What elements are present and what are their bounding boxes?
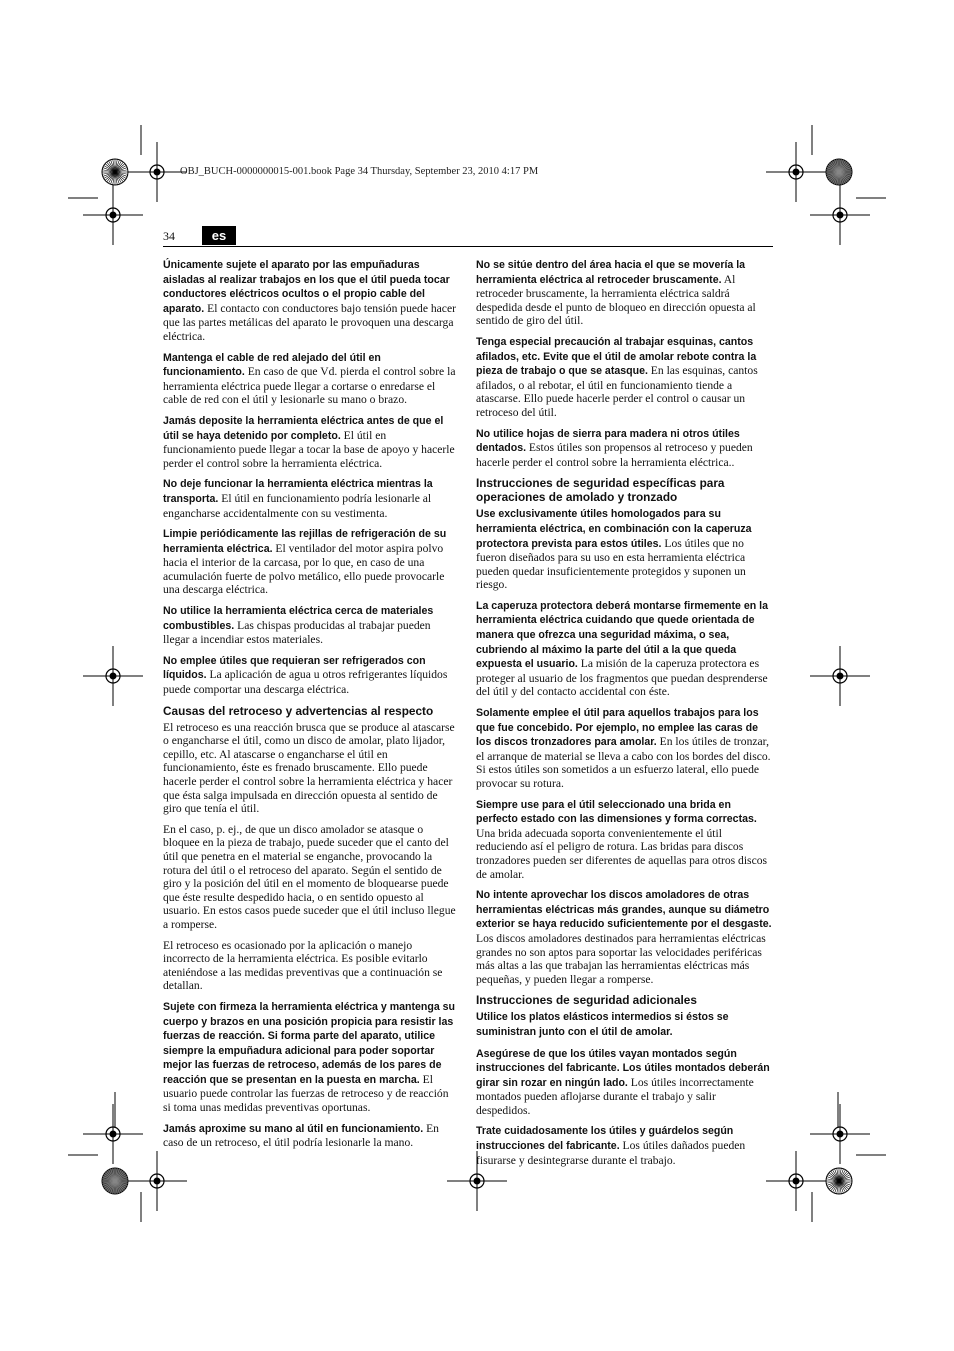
registration-disc-icon bbox=[824, 157, 854, 187]
paragraph-body: La aplicación de agua u otros refrigerantes líquidos puede comportar una descarga eléctrica. bbox=[163, 668, 448, 697]
registration-disc-icon bbox=[100, 1166, 130, 1196]
paragraph bbox=[163, 654, 459, 697]
crosshair-icon bbox=[83, 646, 143, 706]
paragraph-lead: Solamente emplee el útil para aquellos trabajos para los que fue concebido. Por ejemplo, no emplee las caras de los discos tronzadores para amolar. bbox=[476, 707, 759, 749]
paragraph-body: Los útiles incorrectamente montados pueden aflojarse durante el trabajo y salir despedidos. bbox=[476, 1075, 754, 1117]
crosshair-icon bbox=[810, 185, 870, 245]
right-column bbox=[476, 258, 772, 1174]
paragraph-lead: La caperuza protectora deberá montarse firmemente en la herramienta eléctrica cuidando que quede orientada de manera que ofrezca una seguridad máxima, o sea, cubriendo al máximo la parte del útil a la que queda expuesta el usuario. bbox=[476, 599, 769, 671]
paragraph-body: La misión de la caperuza protectora es proteger al usuario de los fragmentos que puedan desprenderse del útil y del contacto accidental con éste. bbox=[476, 657, 768, 699]
paragraph bbox=[476, 599, 772, 699]
additional-paragraphs bbox=[476, 1010, 772, 1167]
paragraph-lead: No emplee útiles que requieran ser refrigerados con líquidos. bbox=[163, 654, 426, 682]
paragraph-lead: Sujete con firmeza la herramienta eléctrica y mantenga su cuerpo y brazos en una posición propicia para resistir las fuerzas de reacción. Si forma parte del aparato, utilice siempre la empuñadura adicional para poder soportar mejor las fuerzas de retroceso, además de los pares de reacción que se presentan en la puesta en marcha. bbox=[163, 1000, 456, 1086]
paragraph bbox=[163, 1122, 459, 1150]
paragraph-body: En caso de que Vd. pierda el control sobre la herramienta eléctrica puede llegar a cortarse o enredarse el cable de red con el útil y lesionarle su mano o brazo. bbox=[163, 365, 456, 407]
paragraph bbox=[163, 823, 459, 932]
paragraph bbox=[163, 604, 459, 647]
paragraph-lead: Tenga especial precaución al trabajar esquinas, cantos afilados, etc. Evite que el útil de amolar rebote contra la pieza de trabajo o que se atasque. bbox=[476, 335, 757, 378]
paragraph bbox=[163, 414, 459, 470]
section-heading-kickback: Causas del retroceso y advertencias al respecto bbox=[163, 703, 434, 718]
paragraph bbox=[476, 335, 772, 420]
paragraph bbox=[163, 527, 459, 597]
paragraph-body: Estos útiles son propensos al retroceso y pueden hacerle perder el control sobre la herramienta eléctrica.. bbox=[476, 441, 753, 469]
paragraph bbox=[163, 1000, 459, 1115]
paragraph bbox=[476, 706, 772, 791]
paragraph-body: Los discos amoladores destinados para herramientas eléctricas grandes no son aptos para soportar las velocidades periféricas más altas a las que trabajan las herramientas eléctricas más pequeñas, y pueden llegar a romperse. bbox=[476, 931, 766, 986]
paragraph-body: Al retroceder bruscamente, la herramienta eléctrica saldrá despedida desde el punto de bloqueo en dirección opuesta al sentido de giro del útil. bbox=[476, 272, 756, 328]
paragraph bbox=[476, 427, 772, 470]
paragraph-body: El retroceso es ocasionado por la aplicación o manejo incorrecto de la herramienta eléctrica. Es posible evitarlo ateniéndose a las medidas preventivas que a continuación se detallan. bbox=[163, 938, 443, 993]
paragraph bbox=[476, 1047, 772, 1118]
paragraph-lead: Jamás aproxime su mano al útil en funcionamiento. bbox=[163, 1122, 424, 1135]
paragraph-lead: No deje funcionar la herramienta eléctrica mientras la transporta. bbox=[163, 478, 433, 505]
crosshair-icon bbox=[766, 1151, 826, 1211]
paragraph-body: En caso de un retroceso, el útil podría lesionarle la mano. bbox=[163, 1121, 439, 1150]
section-heading-additional: Instrucciones de seguridad adicionales bbox=[476, 993, 697, 1008]
paragraph bbox=[476, 1010, 772, 1039]
crosshair-icon bbox=[810, 646, 870, 706]
paragraph-lead: Limpie periódicamente las rejillas de refrigeración de su herramienta eléctrica. bbox=[163, 528, 447, 555]
paragraph-lead: Trate cuidadosamente los útiles y guárdelos según instrucciones del fabricante. bbox=[476, 1125, 734, 1153]
paragraph-body: El contacto con conductores bajo tensión puede hacer que las partes metálicas del aparato le provoquen una descarga eléctrica. bbox=[163, 301, 456, 343]
right-paragraphs bbox=[476, 258, 772, 469]
paragraph-lead: Únicamente sujete el aparato por las empuñaduras aisladas al realizar trabajos en los que el útil pueda tocar conductores eléctricos ocultos o el propio cable del aparato. bbox=[163, 259, 450, 315]
paragraph-body: En el caso, p. ej., de que un disco amolador se atasque o bloquee en la pieza de trabajo, puede suceder que el canto del útil que penetra en el material se enganche, provocando la rotura del útil o el retroceso del aparato. Según el sentido de giro y la posición del útil en el momento de bloquearse puede que éste resulte despedido hacia, o en sentido opuesto al usuario. En estos casos puede suceder que el útil incluso llegue a romperse. bbox=[163, 822, 456, 931]
paragraph-body: El ventilador del motor aspira polvo hacia el interior de la carcasa, por lo que, en caso de una acumulación fuerte de polvo metálico, ello puede provocarle una descarga eléctrica. bbox=[163, 541, 445, 597]
registration-wheel-icon bbox=[824, 1166, 854, 1196]
grinding-paragraphs bbox=[476, 507, 772, 986]
paragraph-body: El retroceso es una reacción brusca que se produce al atascarse o engancharse el útil, como un disco de amolar, plato lijador, cepillo, etc. Al atascarse o engancharse el útil en funcionamiento, éste es frenado bruscamente. Ello puede hacerle perder el control sobre la herramienta eléctrica y hacer que ésta salga impulsada en dirección opuesta al sentido de giro que tenía el útil. bbox=[163, 720, 455, 816]
registration-wheel-icon bbox=[100, 157, 130, 187]
paragraph-lead: Use exclusivamente útiles homologados para su herramienta eléctrica, en combinación con la caperuza protectora prevista para estos útiles. bbox=[476, 508, 752, 550]
header-divider bbox=[163, 246, 773, 247]
paragraph-lead: No se sitúe dentro del área hacia el que se movería la herramienta eléctrica al retroceder bruscamente. bbox=[476, 259, 746, 286]
paragraph-body: En los útiles de tronzar, el arranque de material se lleva a cabo con los bordes del disco. Si estos útiles son sometidos a un esfuerzo lateral, ello puede provocar su rotura. bbox=[476, 735, 771, 790]
kickback-paragraphs bbox=[163, 721, 459, 1150]
left-paragraphs bbox=[163, 258, 459, 697]
paragraph-body: El usuario puede controlar las fuerzas de retroceso y de reacción si toma unas medidas preventivas oportunas. bbox=[163, 1072, 449, 1115]
paragraph-lead: Utilice los platos elásticos intermedios si éstos se suministran junto con el útil de amolar. bbox=[476, 1011, 729, 1038]
paragraph-body: Las chispas producidas al trabajar pueden llegar a incendiar estos materiales. bbox=[163, 618, 431, 647]
section-heading-grinding: Instrucciones de seguridad específicas para operaciones de amolado y tronzado bbox=[476, 476, 725, 505]
paragraph-lead: No utilice la herramienta eléctrica cerca de materiales combustibles. bbox=[163, 605, 434, 632]
paragraph bbox=[163, 258, 459, 344]
paragraph-body: Una brida adecuada soporta convenientemente el útil reduciendo así el peligro de rotura. Las bridas para discos tronzadores pueden ser diferentes de aquellas para otros discos de amolar. bbox=[476, 826, 768, 881]
paragraph bbox=[163, 721, 459, 816]
paragraph bbox=[476, 1124, 772, 1167]
paragraph bbox=[476, 258, 772, 328]
paragraph-body: Los útiles que no fueron diseñados para su uso en esta herramienta eléctrica pueden quedar insuficientemente protegidos y suponen un riesgo. bbox=[476, 536, 746, 592]
crosshair-icon bbox=[127, 1151, 187, 1211]
paragraph-lead: Jamás deposite la herramienta eléctrica antes de que el útil se haya detenido por completo. bbox=[163, 414, 444, 442]
paragraph-body: Los útiles dañados pueden fisurarse y desintegrarse durante el trabajo. bbox=[476, 1139, 746, 1167]
file-info-header: OBJ_BUCH-0000000015-001.book Page 34 Thursday, September 23, 2010 4:17 PM bbox=[180, 166, 539, 177]
paragraph-body: El útil en funcionamiento puede llegar a tocar la base de apoyo y hacerle perder el control sobre la herramienta eléctrica. bbox=[163, 428, 455, 470]
paragraph-body: El útil en funcionamiento podría lesionarle al engancharse accidentalmente con su vestimenta. bbox=[163, 491, 432, 520]
paragraph bbox=[163, 477, 459, 520]
paragraph-lead: Mantenga el cable de red alejado del útil en funcionamiento. bbox=[163, 351, 381, 379]
left-column bbox=[163, 258, 459, 1157]
paragraph-body: En las esquinas, cantos afilados, o al rebotar, el útil en funcionamiento tiende a atascarse. Ello puede hacerle perder el control o causar un retroceso del útil. bbox=[476, 364, 758, 419]
page-number: 34 bbox=[163, 229, 175, 243]
paragraph-lead: Siempre use para el útil seleccionado una brida en perfecto estado con las dimensiones y forma correctas. bbox=[476, 798, 757, 826]
paragraph bbox=[163, 351, 459, 407]
crosshair-icon bbox=[83, 185, 143, 245]
paragraph-lead: Asegúrese de que los útiles vayan montados según instrucciones del fabricante. Los útiles montados deberán girar sin rozar en ningún lado. bbox=[476, 1047, 770, 1089]
paragraph-lead: No utilice hojas de sierra para madera ni otros útiles dentados. bbox=[476, 427, 740, 455]
paragraph bbox=[476, 888, 772, 986]
language-badge: es bbox=[202, 226, 236, 245]
paragraph bbox=[476, 507, 772, 592]
paragraph-lead: No intente aprovechar los discos amoladores de otras herramientas eléctricas más grandes, aunque su diámetro exterior se haya reducido suficientemente por el desgaste. bbox=[476, 889, 772, 931]
paragraph bbox=[476, 798, 772, 882]
paragraph bbox=[163, 939, 459, 993]
